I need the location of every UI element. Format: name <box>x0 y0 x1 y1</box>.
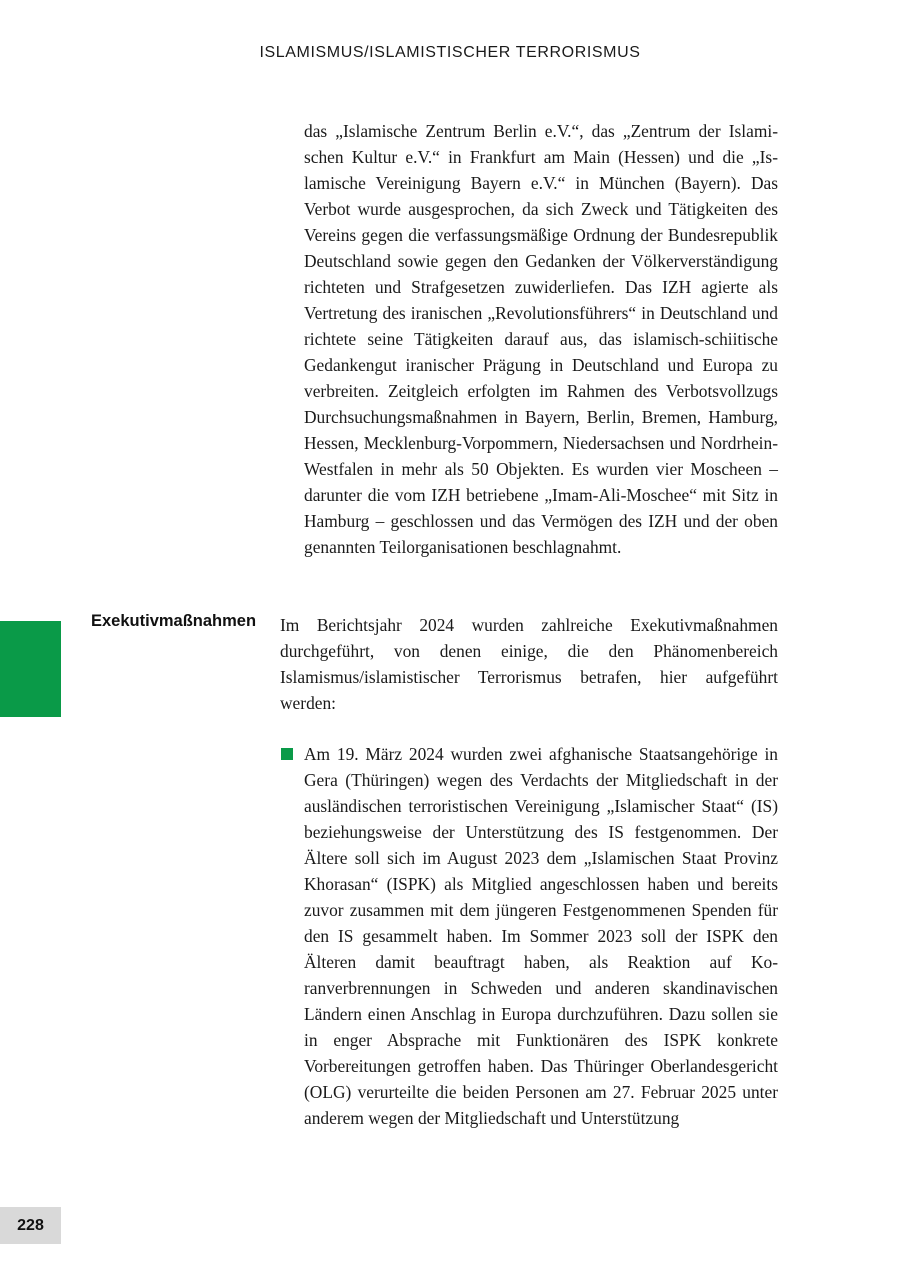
chapter-side-tab <box>0 621 61 717</box>
page-number-box <box>0 1207 61 1244</box>
section-paragraph: Im Berichtsjahr 2024 wurden zahlreiche Exekutivmaßnahmen durchgeführt, von denen einige, die den Phänomenbereich Islamismus/islamistischer Terrorismus betrafen, hier aufgeführt werden: <box>280 615 778 713</box>
running-header: ISLAMISMUS/ISLAMISTISCHER TERRORISMUS <box>259 44 641 61</box>
section-side-label: Exekutivmaßnahmen <box>91 612 257 630</box>
intro-paragraph: das „Islamische Zentrum Berlin e.V.“, das „Zentrum der Islamischen Kultur e.V.“ in Frankfurt am Main (Hessen) und die „Islamische Vereinigung Bayern e.V.“ in München (Bayern). Das Verbot wurde ausgesprochen, da sich Zweck und Tätigkeiten des Vereins gegen die verfassungsmäßige Ordnung der Bundesrepublik Deutschland sowie gegen den Gedanken der Völkerverständigung richteten und Strafgesetzen zuwiderliefen. Das IZH agierte als Vertretung des iranischen „Revolutionsführers“ in Deutschland und richtete seine Tätigkeiten darauf aus, das islamisch-schiitische Gedankengut iranischer Prägung in Deutschland und Europa zu verbreiten. Zeitgleich erfolgten im Rahmen des Verbotsvollzugs Durchsuchungsmaßnahmen in Bayern, Berlin, Bremen, Hamburg, Hessen, Mecklenburg-Vorpommern, Niedersachsen und Nordrhein-Westfalen in mehr als 50 Objekten. Es wurden vier Moscheen – darunter die vom IZH betriebene „Imam-Ali-Moschee“ mit Sitz in Hamburg – geschlossen und das Vermögen des IZH und der oben genannten Teilorganisationen beschlagnahmt. <box>304 121 778 557</box>
bullet-text: Am 19. März 2024 wurden zwei afghanische Staatsangehörige in Gera (Thüringen) wegen des Verdachts der Mitgliedschaft in der ausländischen terroristischen Vereinigung „Islamischer Staat“ (IS) beziehungsweise der Unterstützung des IS festgenommen. Der Ältere soll sich im August 2023 dem „Islamischen Staat Provinz Khorasan“ (ISPK) als Mitglied angeschlossen haben und bereits zuvor zusammen mit dem jüngeren Festgenommenen Spenden für den IS gesammelt haben. Im Sommer 2023 soll der ISPK den Älteren damit beauftragt haben, als Reaktion auf Koranverbrennungen in Schweden und anderen skandinavischen Ländern einen Anschlag in Europa durchzuführen. Dazu sollen sie in enger Absprache mit Funktionären des ISPK konkrete Vorbereitungen getroffen haben. Das Thüringer Oberlandesgericht (OLG) verurteilte die beiden Personen am 27. Februar 2025 unter anderem wegen der Mitgliedschaft und Unterstützung <box>304 744 778 1128</box>
page-number: 228 <box>17 1217 44 1234</box>
bullet-square-icon <box>281 748 293 760</box>
